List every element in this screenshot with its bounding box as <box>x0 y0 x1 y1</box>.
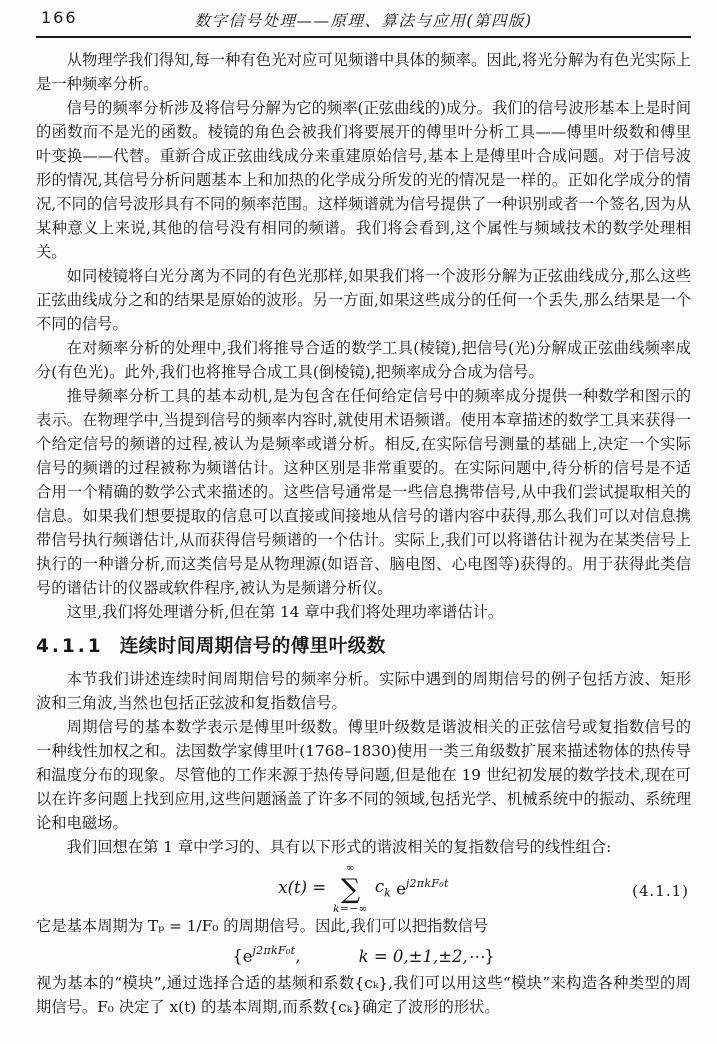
sum-lower-limit: k=−∞ <box>333 902 368 915</box>
equation-number: (4.1.1) <box>632 882 689 900</box>
paragraph: 它是基本周期为 Tₚ = 1/F₀ 的周期信号。因此,我们可以把指数信号 <box>36 917 489 935</box>
paragraph: 周期信号的基本数学表示是傅里叶级数。傅里叶级数是谐波相关的正弦信号或复指数信号的一种线性加权之和。法国数学家傅里叶(1768–1830)使用一类三角级数扩展来描述物体的热传导和温度分布的现象。尽管他的工作来源于热传导问题,但是他在 19 世纪初发展的数学技术,现在可以在许多问题上找到应用,这些问题涵盖了许多不同的领域,包括光学、机械系统中的振动、系统理论和电磁场。 <box>36 718 691 832</box>
paragraph: 推导频率分析工具的基本动机,是为包含在任何给定信号中的频率成分提供一种数学和图示的表示。在物理学中,当提到信号的频率内容时,就使用术语频谱。使用本章描述的数学工具来获得一个给定信号的频谱的过程,被认为是频率或谱分析。相反,在实际信号测量的基础上,决定一个实际信号的频谱的过程被称为频谱估计。这种区别是非常重要的。在实际问题中,待分析的信号是不适合用一个精确的数学公式来描述的。这些信号通常是一些信息携带信号,从中我们尝试提取相关的信息。如果我们想要提取的信息可以直接或间接地从信号的谱内容中获得,那么我们可以对信息携带信号执行频谱估计,从而获得信号频谱的一个估计。实际上,我们可以将谱估计视为在某类信号上执行的一种谱分析,而这类信号是从物理源(如语音、脑电图、心电图等)获得的。用于获得此类信号的谱估计的仪器或软件程序,被认为是频谱分析仪。 <box>36 387 691 597</box>
display-equation-basis-set <box>36 945 691 966</box>
page-number: 166 <box>41 8 78 27</box>
page-header <box>36 5 691 33</box>
paragraph: 本节我们讲述连续时间周期信号的频率分析。实际中遇到的周期信号的例子包括方波、矩形波和三角波,当然也包括正弦波和复指数信号。 <box>36 670 691 712</box>
equation-body <box>278 863 448 914</box>
index-condition: k = 0,±1,±2,⋯ <box>358 946 485 966</box>
page-body <box>36 48 691 1019</box>
paragraph: 信号的频率分析涉及将信号分解为它的频率(正弦曲线的)成分。我们的信号波形基本上是时间的函数而不是光的函数。棱镜的角色会被我们将要展开的傅里叶分析工具——傅里叶级数和傅里叶变换——代替。重新合成正弦曲线成分来重建原始信号,基本上是傅里叶合成问题。对于信号波形的情况,其信号分析问题基本上和加热的化学成分所发的光的情况是一样的。正如化学成分的情况,不同的信号波形具有不同的频率范围。这样频谱就为信号提供了一种识别或者一个签名,因为从某种意义上来说,其他的信号没有相同的频谱。我们将会看到,这个属性与频域技术的数学处理相关。 <box>36 99 691 261</box>
exponent: j2πkF₀t <box>405 876 449 890</box>
exponent: j2πkF₀t <box>252 944 296 957</box>
header-rule <box>36 36 691 38</box>
exponential-term: $e^{j2\pi kF_0t}$ <box>396 876 449 899</box>
paragraph: 从物理学我们得知,每一种有色光对应可见频谱中具体的频率。因此,将光分解为有色光实际上是一种频率分析。 <box>36 51 691 93</box>
close-brace: } <box>484 946 495 966</box>
equation-lhs: x(t) = <box>278 878 327 898</box>
paragraph: 如同棱镜将白光分离为不同的有色光那样,如果我们将一个波形分解为正弦曲线成分,那么这些正弦曲线成分之和的结果是原始的波形。另一方面,如果这些成分的任何一个丢失,那么结果是一个不同的信号。 <box>36 267 691 333</box>
summation-symbol <box>333 863 368 914</box>
section-title: 连续时间周期信号的傅里叶级数 <box>119 636 386 657</box>
section-heading <box>36 635 691 659</box>
open-brace: { <box>232 946 243 966</box>
section-number: 4.1.1 <box>36 636 104 657</box>
paragraph: 这里,我们将处理谱分析,但在第 14 章中我们将处理功率谱估计。 <box>66 603 504 621</box>
coefficient-term: $c_k$ <box>374 876 391 900</box>
paragraph: 视为基本的“模块”,通过选择合适的基频和系数{cₖ},我们可以用这些“模块”来构造各种类型的周期信号。F₀ 决定了 x(t) 的基本周期,而系数{cₖ}确定了波形的形状。 <box>36 974 691 1017</box>
sigma-icon: ∑ <box>340 873 361 905</box>
running-title: 数字信号处理——原理、算法与应用(第四版) <box>194 12 533 30</box>
sum-upper-limit: ∞ <box>345 862 356 874</box>
coefficient-subscript: k <box>384 886 391 900</box>
comma: , <box>295 946 301 966</box>
display-equation-4-1-1 <box>36 863 691 914</box>
paragraph: 在对频率分析的处理中,我们将推导合适的数学工具(棱镜),把信号(光)分解成正弦曲线频率成分(有色光)。此外,我们也将推导合成工具(倒棱镜),把频率成分合成为信号。 <box>36 339 691 381</box>
exponential-term: $e^{j2\pi kF_0t}$ <box>242 944 296 966</box>
paragraph: 我们回想在第 1 章中学习的、具有以下形式的谐波相关的复指数信号的线性组合: <box>66 838 612 856</box>
